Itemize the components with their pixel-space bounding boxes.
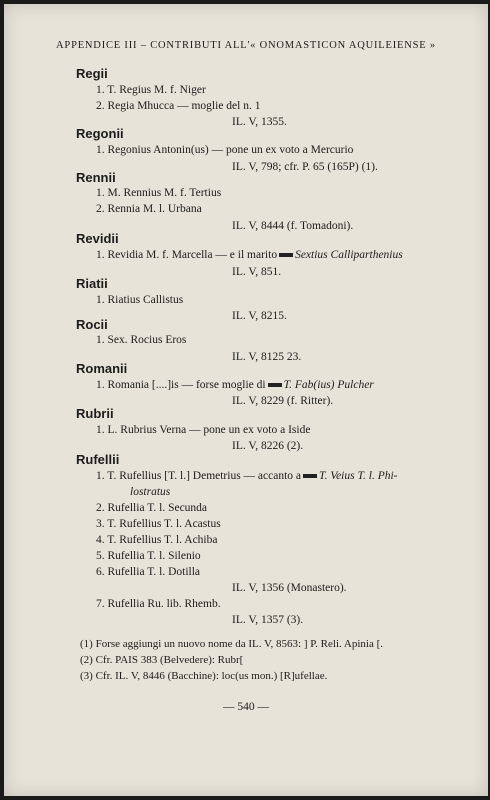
- reference-rocii: IL. V, 8125 23.: [232, 351, 302, 363]
- redaction-mark: [303, 474, 317, 478]
- entry-rennii-2: 2. Rennia M. l. Urbana: [96, 203, 202, 215]
- entry-rufellii-4: 4. T. Rufellius T. l. Achiba: [96, 534, 218, 546]
- section-title-rocii: Rocii: [76, 317, 108, 332]
- section-title-riatii: Riatii: [76, 276, 108, 291]
- entry-rufellii-6: 6. Rufellia T. l. Dotilla: [96, 566, 201, 578]
- section-title-rennii: Rennii: [76, 170, 116, 185]
- entry-rubrii-1: 1. L. Rubrius Verna — pone un ex voto a Iside: [96, 424, 311, 436]
- reference-rubrii: IL. V, 8226 (2).: [232, 440, 304, 452]
- section-title-revidii: Revidii: [76, 231, 119, 246]
- entry-rufellii-3: 3. T. Rufellius T. l. Acastus: [96, 518, 221, 530]
- section-title-regii: Regii: [76, 66, 108, 81]
- section-title-regonii: Regonii: [76, 126, 124, 141]
- redaction-mark: [268, 383, 282, 387]
- entry-rufellii-2: 2. Rufellia T. l. Secunda: [96, 502, 208, 514]
- footnote-1: (1) Forse aggiungi un nuovo nome da IL. V, 8563: ] P. Reli. Apinia [.: [80, 638, 383, 650]
- entry-regonii-1: 1. Regonius Antonin(us) — pone un ex voto a Mercurio: [96, 144, 354, 156]
- reference-rufellii-7: IL. V, 1357 (3).: [232, 614, 304, 626]
- footnote-2: (2) Cfr. PAIS 383 (Belvedere): Rubr[: [80, 654, 244, 666]
- reference-revidii: IL. V, 851.: [232, 266, 282, 278]
- footnote-3: (3) Cfr. IL. V, 8446 (Bacchine): loc(us mon.) [R]ufellae.: [80, 670, 328, 682]
- reference-rufellii-6: IL. V, 1356 (Monastero).: [232, 582, 347, 594]
- reference-regii: IL. V, 1355.: [232, 116, 287, 128]
- entry-regii-2: 2. Regia Mhucca — moglie del n. 1: [96, 100, 261, 112]
- entry-rufellii-1-continued: lostratus: [130, 486, 171, 498]
- entry-revidii-1: 1. Revidia M. f. Marcella — e il marito Sextius Calliparthenius: [96, 249, 403, 261]
- entry-rennii-1: 1. M. Rennius M. f. Tertius: [96, 187, 222, 199]
- reference-regonii: IL. V, 798; cfr. P. 65 (165P) (1).: [232, 161, 378, 173]
- section-title-rubrii: Rubrii: [76, 406, 114, 421]
- entry-rocii-1: 1. Sex. Rocius Eros: [96, 334, 187, 346]
- page-number: — 540 —: [223, 701, 269, 713]
- entry-rufellii-1: 1. T. Rufellius [T. l.] Demetrius — accanto a T. Veius T. l. Phi-: [96, 470, 398, 482]
- entry-regii-1: 1. T. Regius M. f. Niger: [96, 84, 206, 96]
- section-title-rufellii: Rufellii: [76, 452, 120, 467]
- entry-riatii-1: 1. Riatius Callistus: [96, 294, 184, 306]
- book-page: [4, 4, 488, 796]
- entry-romanii-1: 1. Romania [....]is — forse moglie di T. Fab(ius) Pulcher: [96, 379, 374, 391]
- reference-riatii: IL. V, 8215.: [232, 310, 287, 322]
- running-header: APPENDICE III – CONTRIBUTI ALL'« ONOMASTICON AQUILEIENSE »: [56, 40, 436, 51]
- reference-romanii: IL. V, 8229 (f. Ritter).: [232, 395, 334, 407]
- section-title-romanii: Romanii: [76, 361, 128, 376]
- reference-rennii: IL. V, 8444 (f. Tomadoni).: [232, 220, 354, 232]
- redaction-mark: [279, 253, 293, 257]
- entry-rufellii-7: 7. Rufellia Ru. lib. Rhemb.: [96, 598, 221, 610]
- entry-rufellii-5: 5. Rufellia T. l. Silenio: [96, 550, 201, 562]
